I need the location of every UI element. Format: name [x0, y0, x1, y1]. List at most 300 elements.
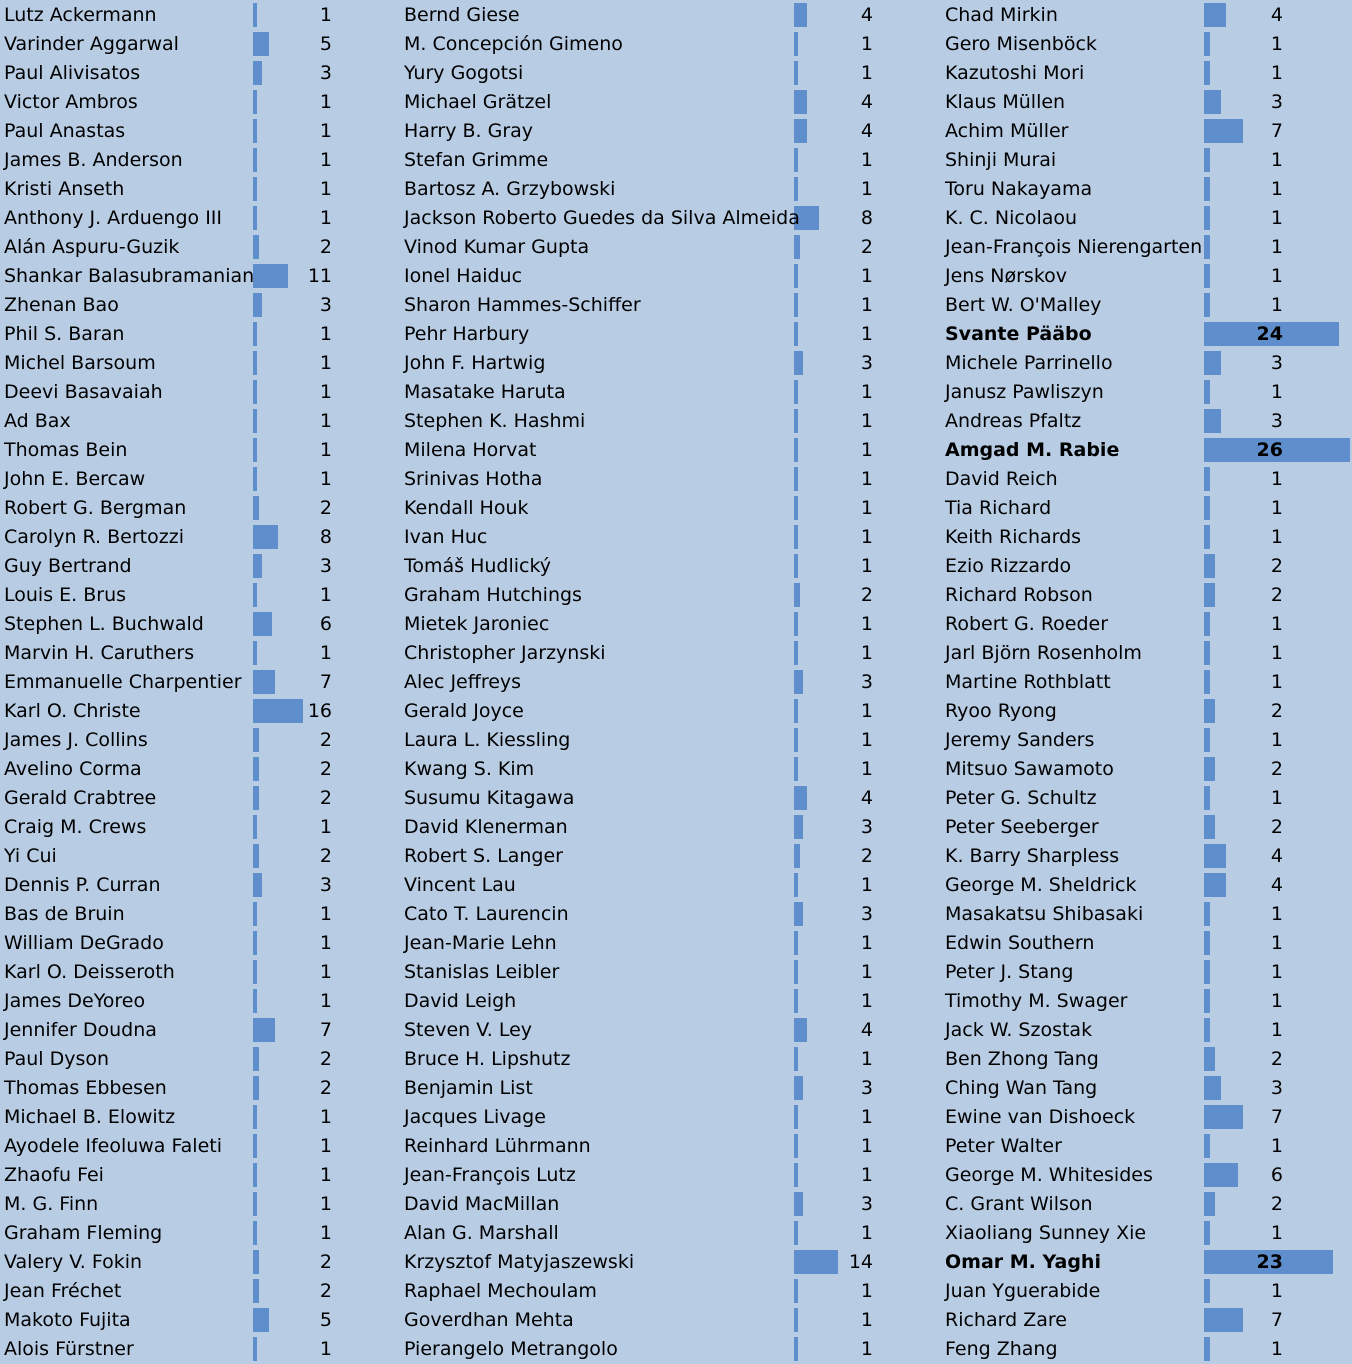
data-bar	[794, 815, 803, 839]
data-bar	[1204, 815, 1215, 839]
data-bar	[1204, 583, 1215, 607]
value-cell: 2	[319, 497, 332, 519]
value-cell: 2	[1270, 816, 1283, 838]
data-bar	[794, 467, 798, 491]
data-bar	[253, 293, 262, 317]
value-cell: 2	[860, 845, 873, 867]
value-cell: 3	[1270, 410, 1283, 432]
value-cell: 1	[319, 410, 332, 432]
data-bar	[794, 438, 798, 462]
name-cell: Jean-Marie Lehn	[404, 932, 557, 954]
value-cell: 2	[1270, 1193, 1283, 1215]
data-bar	[253, 351, 257, 375]
value-cell: 1	[1270, 1135, 1283, 1157]
value-cell: 1	[1270, 381, 1283, 403]
data-bar	[794, 583, 800, 607]
data-bar	[794, 1337, 798, 1361]
name-cell: Peter J. Stang	[945, 961, 1074, 983]
name-cell: Alois Fürstner	[4, 1338, 134, 1360]
name-cell: David Leigh	[404, 990, 517, 1012]
data-bar	[253, 1047, 259, 1071]
name-cell: Zhenan Bao	[4, 294, 119, 316]
name-cell: Richard Robson	[945, 584, 1093, 606]
value-cell: 24	[1256, 323, 1283, 345]
value-cell: 2	[319, 1048, 332, 1070]
name-cell: Avelino Corma	[4, 758, 142, 780]
value-cell: 6	[1270, 1164, 1283, 1186]
data-bar	[1204, 1221, 1210, 1245]
data-bar	[794, 1308, 798, 1332]
name-cell: Bert W. O'Malley	[945, 294, 1102, 316]
data-bar	[794, 1221, 798, 1245]
data-bar	[794, 1134, 798, 1158]
name-cell: Jean Fréchet	[4, 1280, 122, 1302]
data-bar	[253, 322, 257, 346]
name-cell: George M. Whitesides	[945, 1164, 1153, 1186]
data-bar	[253, 61, 262, 85]
value-cell: 1	[860, 1135, 873, 1157]
name-cell: Bartosz A. Grzybowski	[404, 178, 616, 200]
data-bar	[794, 989, 798, 1013]
data-bar	[253, 3, 257, 27]
data-bar	[1204, 1163, 1238, 1187]
value-cell: 1	[860, 758, 873, 780]
value-cell: 1	[860, 642, 873, 664]
data-bar	[253, 1105, 257, 1129]
value-cell: 2	[860, 584, 873, 606]
value-cell: 1	[319, 961, 332, 983]
data-bar	[794, 119, 807, 143]
value-cell: 1	[1270, 178, 1283, 200]
value-cell: 2	[319, 236, 332, 258]
value-cell: 1	[319, 816, 332, 838]
name-cell: Ben Zhong Tang	[945, 1048, 1099, 1070]
value-cell: 7	[319, 671, 332, 693]
data-bar	[794, 3, 807, 27]
data-bar	[1204, 554, 1215, 578]
name-cell: Alán Aspuru-Guzik	[4, 236, 180, 258]
name-cell: Paul Anastas	[4, 120, 126, 142]
value-cell: 1	[860, 1280, 873, 1302]
data-bar	[794, 380, 798, 404]
name-cell: Karl O. Deisseroth	[4, 961, 175, 983]
name-cell: C. Grant Wilson	[945, 1193, 1093, 1215]
value-cell: 1	[319, 207, 332, 229]
data-bar	[1204, 409, 1221, 433]
data-bar	[794, 641, 798, 665]
data-bar	[253, 206, 257, 230]
value-cell: 1	[319, 149, 332, 171]
name-cell: Steven V. Ley	[404, 1019, 533, 1041]
data-bar	[1204, 1308, 1243, 1332]
data-bar	[794, 525, 798, 549]
name-cell: Srinivas Hotha	[404, 468, 543, 490]
value-cell: 1	[319, 1106, 332, 1128]
name-cell: Jens Nørskov	[945, 265, 1068, 287]
data-bar	[1204, 90, 1221, 114]
name-cell: Andreas Pfaltz	[945, 410, 1082, 432]
name-cell: Guy Bertrand	[4, 555, 132, 577]
name-cell: Jack W. Szostak	[945, 1019, 1093, 1041]
name-cell: Christopher Jarzynski	[404, 642, 606, 664]
name-cell: Yury Gogotsi	[404, 62, 524, 84]
value-cell: 3	[1270, 1077, 1283, 1099]
data-bar	[1204, 641, 1210, 665]
value-cell: 1	[1270, 1019, 1283, 1041]
data-bar	[794, 931, 798, 955]
value-cell: 2	[319, 729, 332, 751]
data-bar	[1204, 1279, 1210, 1303]
value-cell: 1	[1270, 497, 1283, 519]
data-bar	[794, 1250, 838, 1274]
data-bar	[253, 1163, 257, 1187]
value-cell: 1	[1270, 236, 1283, 258]
name-cell: Susumu Kitagawa	[404, 787, 575, 809]
value-cell: 3	[860, 1193, 873, 1215]
name-cell: Michele Parrinello	[945, 352, 1113, 374]
name-cell: Sharon Hammes-Schiffer	[404, 294, 641, 316]
name-cell: Achim Müller	[945, 120, 1069, 142]
data-bar	[253, 32, 269, 56]
data-bar	[1204, 1337, 1210, 1361]
name-cell: Zhaofu Fei	[4, 1164, 104, 1186]
name-cell: Janusz Pawliszyn	[945, 381, 1104, 403]
value-cell: 1	[860, 149, 873, 171]
name-cell: Kendall Houk	[404, 497, 529, 519]
data-bar	[794, 61, 798, 85]
name-cell: Krzysztof Matyjaszewski	[404, 1251, 635, 1273]
name-cell: Victor Ambros	[4, 91, 138, 113]
name-cell: Omar M. Yaghi	[945, 1251, 1101, 1273]
name-cell: Jacques Livage	[404, 1106, 546, 1128]
data-bar	[794, 322, 798, 346]
value-cell: 1	[1270, 1338, 1283, 1360]
name-cell: Graham Hutchings	[404, 584, 582, 606]
data-bar	[1204, 264, 1210, 288]
data-bar	[794, 902, 803, 926]
value-cell: 1	[319, 584, 332, 606]
name-cell: Reinhard Lührmann	[404, 1135, 591, 1157]
name-cell: Bernd Giese	[404, 4, 520, 26]
name-cell: Vincent Lau	[404, 874, 516, 896]
data-bar	[253, 1134, 257, 1158]
name-cell: Mietek Jaroniec	[404, 613, 550, 635]
data-bar	[253, 1018, 275, 1042]
data-bar	[1204, 496, 1210, 520]
data-bar	[1204, 32, 1210, 56]
name-cell: Toru Nakayama	[945, 178, 1093, 200]
name-cell: Ad Bax	[4, 410, 71, 432]
data-bar	[253, 815, 257, 839]
name-cell: Alan G. Marshall	[404, 1222, 559, 1244]
value-cell: 1	[860, 990, 873, 1012]
name-cell: Stephen K. Hashmi	[404, 410, 586, 432]
value-cell: 1	[1270, 149, 1283, 171]
data-bar	[794, 1076, 803, 1100]
name-cell: Michael B. Elowitz	[4, 1106, 176, 1128]
value-cell: 1	[860, 62, 873, 84]
data-bar	[253, 119, 257, 143]
value-cell: 2	[1270, 584, 1283, 606]
name-cell: David Reich	[945, 468, 1058, 490]
data-bar	[253, 1250, 259, 1274]
data-bar	[253, 264, 288, 288]
data-bar	[253, 438, 257, 462]
value-cell: 1	[1270, 613, 1283, 635]
name-cell: Pehr Harbury	[404, 323, 530, 345]
name-cell: Robert G. Bergman	[4, 497, 187, 519]
data-bar	[1204, 1076, 1221, 1100]
value-cell: 1	[860, 526, 873, 548]
value-cell: 3	[860, 352, 873, 374]
value-cell: 1	[860, 613, 873, 635]
data-bar	[794, 1018, 807, 1042]
data-bar	[253, 525, 278, 549]
value-cell: 1	[860, 33, 873, 55]
name-cell: Timothy M. Swager	[945, 990, 1128, 1012]
data-bar	[1204, 1105, 1243, 1129]
data-bar	[794, 90, 807, 114]
value-cell: 1	[860, 1164, 873, 1186]
name-cell: Louis E. Brus	[4, 584, 127, 606]
value-cell: 1	[860, 323, 873, 345]
name-cell: Xiaoliang Sunney Xie	[945, 1222, 1147, 1244]
name-cell: Emmanuelle Charpentier	[4, 671, 242, 693]
data-bar	[1204, 119, 1243, 143]
name-cell: Ryoo Ryong	[945, 700, 1057, 722]
data-bar	[1204, 902, 1210, 926]
value-cell: 4	[1270, 4, 1283, 26]
data-bar	[253, 612, 272, 636]
data-bar	[253, 670, 275, 694]
name-cell: Craig M. Crews	[4, 816, 147, 838]
name-cell: Richard Zare	[945, 1309, 1067, 1331]
data-bar	[253, 583, 257, 607]
name-cell: Peter G. Schultz	[945, 787, 1097, 809]
value-cell: 11	[307, 265, 332, 287]
value-cell: 4	[860, 91, 873, 113]
value-cell: 3	[319, 294, 332, 316]
value-cell: 8	[860, 207, 873, 229]
name-cell: Karl O. Christe	[4, 700, 141, 722]
data-bar	[253, 960, 257, 984]
data-bar	[253, 1076, 259, 1100]
data-bar	[794, 699, 798, 723]
data-bar	[1204, 1192, 1215, 1216]
name-cell: Keith Richards	[945, 526, 1082, 548]
value-cell: 1	[860, 178, 873, 200]
name-cell: John F. Hartwig	[404, 352, 546, 374]
data-bar	[794, 1192, 803, 1216]
name-cell: Ewine van Dishoeck	[945, 1106, 1136, 1128]
value-cell: 1	[1270, 671, 1283, 693]
data-bar	[794, 670, 803, 694]
name-cell: Klaus Müllen	[945, 91, 1066, 113]
name-cell: James B. Anderson	[4, 149, 183, 171]
data-bar	[794, 786, 807, 810]
value-cell: 2	[319, 758, 332, 780]
value-cell: 2	[1270, 555, 1283, 577]
data-bar	[253, 844, 259, 868]
value-cell: 3	[860, 903, 873, 925]
data-bar	[1204, 525, 1210, 549]
data-bar	[1204, 351, 1221, 375]
name-cell: Paul Alivisatos	[4, 62, 141, 84]
data-bar	[794, 844, 800, 868]
name-cell: Chad Mirkin	[945, 4, 1058, 26]
data-bar	[1204, 467, 1210, 491]
name-cell: Shinji Murai	[945, 149, 1057, 171]
value-cell: 1	[860, 410, 873, 432]
name-cell: Martine Rothblatt	[945, 671, 1111, 693]
name-cell: Goverdhan Mehta	[404, 1309, 574, 1331]
data-bar	[1204, 293, 1210, 317]
data-bar	[253, 90, 257, 114]
name-cell: Mitsuo Sawamoto	[945, 758, 1114, 780]
value-cell: 8	[319, 526, 332, 548]
value-cell: 14	[848, 1251, 873, 1273]
value-cell: 1	[319, 439, 332, 461]
name-cell: Feng Zhang	[945, 1338, 1058, 1360]
name-cell: Ionel Haiduc	[404, 265, 523, 287]
data-bar	[1204, 728, 1210, 752]
data-bar	[1204, 1018, 1210, 1042]
data-bar	[253, 989, 257, 1013]
name-cell: Bruce H. Lipshutz	[404, 1048, 571, 1070]
value-cell: 1	[860, 1338, 873, 1360]
name-cell: Michel Barsoum	[4, 352, 156, 374]
value-cell: 7	[1270, 1106, 1283, 1128]
value-cell: 1	[1270, 729, 1283, 751]
data-bar	[1204, 380, 1210, 404]
value-cell: 1	[860, 1048, 873, 1070]
value-cell: 16	[307, 700, 332, 722]
value-cell: 1	[860, 265, 873, 287]
name-cell: Kazutoshi Mori	[945, 62, 1085, 84]
value-cell: 4	[1270, 874, 1283, 896]
value-cell: 1	[860, 1106, 873, 1128]
data-bar	[253, 728, 259, 752]
name-cell: Thomas Bein	[4, 439, 128, 461]
value-cell: 1	[1270, 787, 1283, 809]
value-cell: 1	[1270, 1280, 1283, 1302]
value-cell: 1	[860, 294, 873, 316]
name-cell: Michael Grätzel	[404, 91, 552, 113]
data-bar	[1204, 148, 1210, 172]
value-cell: 1	[319, 381, 332, 403]
value-cell: 26	[1256, 439, 1283, 461]
name-cell: Carolyn R. Bertozzi	[4, 526, 184, 548]
value-cell: 2	[319, 1077, 332, 1099]
name-cell: Tia Richard	[945, 497, 1052, 519]
data-bar	[253, 902, 257, 926]
name-cell: Harry B. Gray	[404, 120, 534, 142]
value-cell: 3	[1270, 352, 1283, 374]
value-cell: 1	[1270, 1222, 1283, 1244]
value-cell: 1	[1270, 33, 1283, 55]
value-cell: 4	[860, 120, 873, 142]
data-bar	[1204, 873, 1226, 897]
data-bar	[794, 264, 798, 288]
data-bar	[253, 1192, 257, 1216]
value-cell: 1	[860, 961, 873, 983]
data-bar	[253, 148, 257, 172]
value-cell: 1	[319, 352, 332, 374]
name-cell: Ivan Huc	[404, 526, 488, 548]
data-bar	[794, 32, 798, 56]
name-cell: Benjamin List	[404, 1077, 533, 1099]
value-cell: 1	[319, 1193, 332, 1215]
value-cell: 3	[1270, 91, 1283, 113]
data-bar	[253, 757, 259, 781]
value-cell: 3	[860, 816, 873, 838]
value-cell: 1	[860, 555, 873, 577]
value-cell: 2	[319, 787, 332, 809]
value-cell: 2	[1270, 1048, 1283, 1070]
name-cell: Vinod Kumar Gupta	[404, 236, 590, 258]
data-bar	[253, 786, 259, 810]
name-cell: M. G. Finn	[4, 1193, 99, 1215]
name-cell: Robert S. Langer	[404, 845, 563, 867]
value-cell: 1	[1270, 961, 1283, 983]
data-bar	[1204, 177, 1210, 201]
data-bar	[794, 1047, 798, 1071]
data-bar	[1204, 612, 1210, 636]
value-cell: 1	[1270, 903, 1283, 925]
data-bar	[253, 873, 262, 897]
value-cell: 1	[319, 323, 332, 345]
value-cell: 1	[1270, 526, 1283, 548]
name-cell: Svante Pääbo	[945, 323, 1092, 345]
name-cell: Laura L. Kiessling	[404, 729, 571, 751]
data-bar	[1204, 844, 1226, 868]
name-cell: K. Barry Sharpless	[945, 845, 1120, 867]
value-cell: 7	[1270, 120, 1283, 142]
value-cell: 4	[860, 787, 873, 809]
name-cell: Deevi Basavaiah	[4, 381, 163, 403]
name-cell: David Klenerman	[404, 816, 568, 838]
value-cell: 1	[319, 932, 332, 954]
name-cell: Stanislas Leibler	[404, 961, 560, 983]
name-cell: Robert G. Roeder	[945, 613, 1109, 635]
value-cell: 1	[319, 1164, 332, 1186]
value-cell: 1	[860, 381, 873, 403]
value-cell: 1	[319, 178, 332, 200]
name-cell: Valery V. Fokin	[4, 1251, 143, 1273]
name-cell: Kristi Anseth	[4, 178, 125, 200]
value-cell: 1	[1270, 468, 1283, 490]
name-cell: George M. Sheldrick	[945, 874, 1137, 896]
data-bar	[253, 235, 259, 259]
data-bar	[253, 1308, 269, 1332]
data-bar	[1204, 960, 1210, 984]
data-bar	[794, 496, 798, 520]
data-bar	[794, 235, 800, 259]
name-cell: M. Concepción Gimeno	[404, 33, 623, 55]
name-cell: Shankar Balasubramanian	[4, 265, 255, 287]
name-cell: Edwin Southern	[945, 932, 1095, 954]
name-cell: Dennis P. Curran	[4, 874, 161, 896]
value-cell: 4	[860, 4, 873, 26]
name-cell: Jackson Roberto Guedes da Silva Almeida	[404, 207, 800, 229]
name-cell: Jeremy Sanders	[945, 729, 1095, 751]
name-cell: Bas de Bruin	[4, 903, 125, 925]
value-cell: 7	[319, 1019, 332, 1041]
name-cell: Masatake Haruta	[404, 381, 566, 403]
value-cell: 2	[1270, 700, 1283, 722]
value-cell: 1	[860, 700, 873, 722]
data-bar	[1204, 3, 1226, 27]
